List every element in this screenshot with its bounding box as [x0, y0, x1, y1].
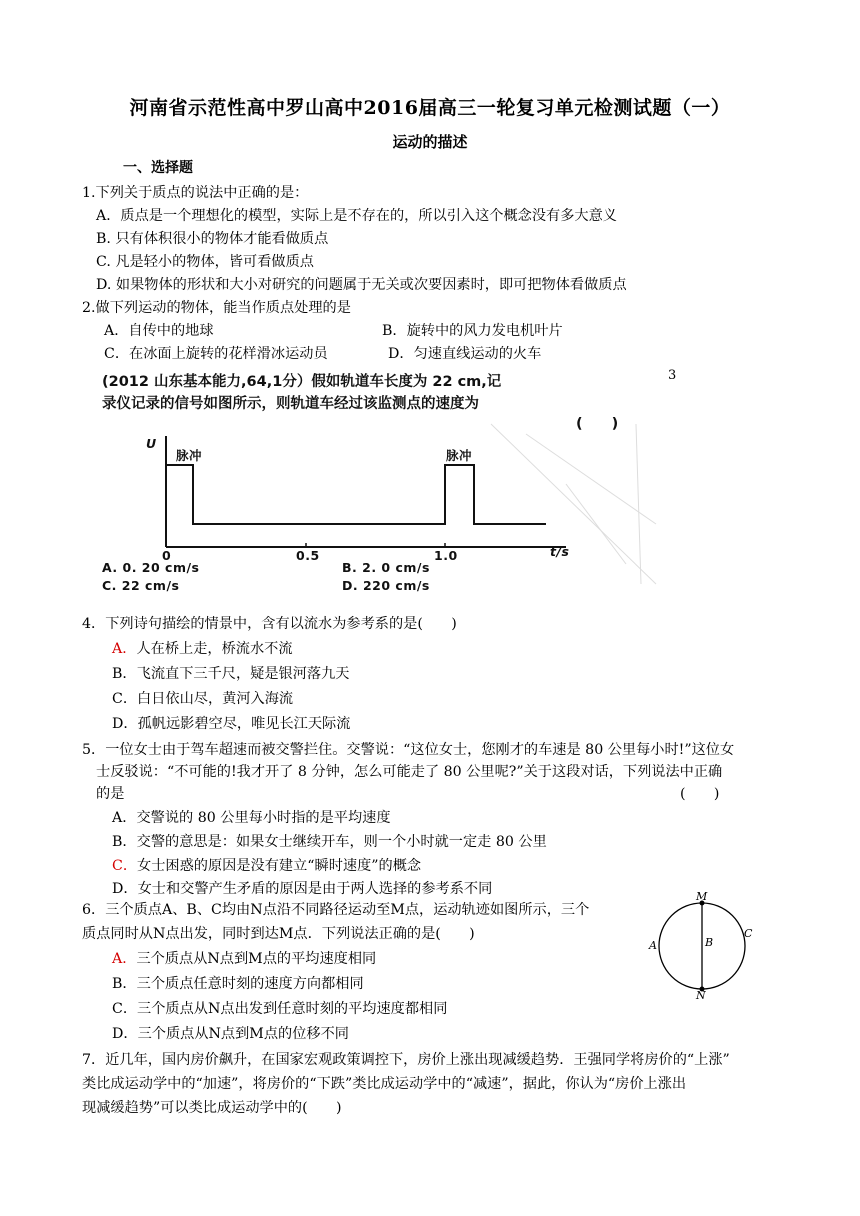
label-a: A — [649, 939, 657, 952]
option-letter: D． — [112, 881, 138, 897]
option-c — [112, 855, 421, 877]
option-text: 三个质点从N点到M点的平均速度相同 — [136, 951, 377, 967]
question-line: 质点同时从N点出发，同时到达M点．下列说法正确的是( ) — [82, 926, 475, 942]
question-stem: 4．下列诗句描绘的情景中，含有以流水为参考系的是( ) — [82, 616, 457, 632]
question-line: 现减缓趋势”可以类比成运动学中的( ) — [82, 1100, 342, 1116]
y-axis-label: U — [146, 436, 157, 451]
signal-trace — [166, 465, 546, 524]
question-line: 5．一位女士由于驾车超速而被交警拦住。交警说：“这位女士，您刚才的车速是 80 公里每小时!”这位女 — [82, 742, 735, 758]
question-stem: 2.做下列运动的物体，能当作质点处理的是 — [82, 300, 351, 316]
pulse-label: 脉冲 — [446, 448, 473, 463]
question-line: 6．三个质点A、B、C均由N点沿不同路径运动至M点，运动轨迹如图所示，三个 — [82, 902, 590, 918]
label-m: M — [696, 890, 708, 903]
option-b — [112, 831, 547, 853]
option-letter: A． — [112, 810, 137, 826]
option-d: D. 220 cm/s — [342, 578, 430, 593]
scan-bracket: ( ) — [576, 416, 619, 432]
question-number: 3 — [668, 368, 677, 383]
option-b: B. 2. 0 cm/s — [342, 560, 430, 575]
option-letter: C． — [112, 1001, 138, 1017]
page-title: 河南省示范性高中罗山高中2016届高三一轮复习单元检测试题（一） — [129, 97, 731, 119]
scan-noise — [491, 424, 656, 584]
option-text: 三个质点任意时刻的速度方向都相同 — [136, 976, 364, 992]
option-letter: D． — [112, 1026, 138, 1042]
question-stem: 1.下列关于质点的说法中正确的是： — [82, 185, 309, 201]
question-line: 类比成运动学中的“加速”，将房价的“下跌”类比成运动学中的“减速”，据此，你认为“房价上涨出 — [82, 1076, 687, 1092]
option-a — [112, 948, 376, 970]
x-axis-label: t/s — [550, 544, 570, 559]
section-heading: 一、选择题 — [123, 160, 193, 176]
option-letter: A． — [112, 951, 137, 967]
question-line: 的是 — [96, 786, 125, 802]
option-a: A. 0. 20 cm/s — [102, 560, 200, 575]
tick-label: 0.5 — [296, 548, 320, 563]
question-line: 士反驳说：“不可能的!我才开了 8 分钟，怎么可能走了 80 公里呢?”关于这段对话，下列说法中正确 — [96, 764, 723, 780]
option-b — [112, 973, 364, 995]
scan-line-1: (2012 山东基本能力,64,1分）假如轨道车长度为 22 cm,记 — [102, 374, 502, 390]
option-text: 孤帆远影碧空尽，唯见长江天际流 — [137, 716, 351, 732]
option-letter: D． — [112, 716, 138, 732]
option-letter: B． — [112, 666, 137, 682]
scanned-figure — [96, 364, 661, 596]
label-n: N — [696, 989, 706, 1002]
option-c: C．在冰面上旋转的花样滑冰运动员 — [104, 346, 328, 362]
option-letter: B． — [112, 834, 137, 850]
option-d — [112, 1023, 349, 1045]
option-d: D．匀速直线运动的火车 — [388, 346, 542, 362]
label-c: C — [744, 927, 753, 940]
option-text: 三个质点从N点出发到任意时刻的平均速度都相同 — [137, 1001, 448, 1017]
option-d: D. 如果物体的形状和大小对研究的问题属于无关或次要因素时，即可把物体看做质点 — [96, 277, 627, 293]
option-letter: C． — [112, 858, 138, 874]
option-d — [112, 713, 350, 735]
option-c — [112, 998, 447, 1020]
option-text: 人在桥上走，桥流水不流 — [136, 641, 293, 657]
option-b — [112, 663, 349, 685]
option-text: 三个质点从N点到M点的位移不同 — [137, 1026, 349, 1042]
option-text: 飞流直下三千尺，疑是银河落九天 — [136, 666, 350, 682]
option-text: 交警的意思是：如果女士继续开车，则一个小时就一定走 80 公里 — [136, 834, 547, 850]
scan-line-2: 录仪记录的信号如图所示，则轨道车经过该监测点的速度为 — [102, 396, 479, 412]
option-a — [112, 638, 293, 660]
option-text: 交警说的 80 公里每小时指的是平均速度 — [136, 810, 391, 826]
option-text: 白日依山尽，黄河入海流 — [137, 691, 294, 707]
page-subtitle: 运动的描述 — [392, 133, 468, 151]
option-d — [112, 878, 492, 900]
option-a: A．质点是一个理想化的模型，实际上是不存在的，所以引入这个概念没有多大意义 — [96, 208, 617, 224]
option-a: A．自传中的地球 — [104, 323, 214, 339]
option-text: 女士困惑的原因是没有建立“瞬时速度”的概念 — [137, 858, 422, 874]
tick-label: 0 — [162, 548, 172, 563]
tick-label: 1.0 — [434, 548, 458, 563]
option-a — [112, 807, 391, 829]
option-c — [112, 688, 293, 710]
option-b: B．旋转中的风力发电机叶片 — [382, 323, 563, 339]
option-b: B. 只有体积很小的物体才能看做质点 — [96, 231, 329, 247]
option-c: C. 22 cm/s — [102, 578, 180, 593]
option-letter: B． — [112, 976, 137, 992]
answer-bracket: ( ) — [680, 786, 720, 802]
pulse-label: 脉冲 — [176, 448, 203, 463]
option-letter: C． — [112, 691, 138, 707]
question-line: 7．近几年，国内房价飙升，在国家宏观政策调控下，房价上涨出现减缓趋势．王强同学将房价的“上涨” — [82, 1052, 730, 1068]
option-text: 女士和交警产生矛盾的原因是由于两人选择的参考系不同 — [137, 881, 493, 897]
option-letter: A． — [112, 641, 137, 657]
label-b: B — [705, 936, 714, 949]
option-c: C. 凡是轻小的物体，皆可看做质点 — [96, 254, 314, 270]
trajectory-figure — [640, 890, 760, 1005]
